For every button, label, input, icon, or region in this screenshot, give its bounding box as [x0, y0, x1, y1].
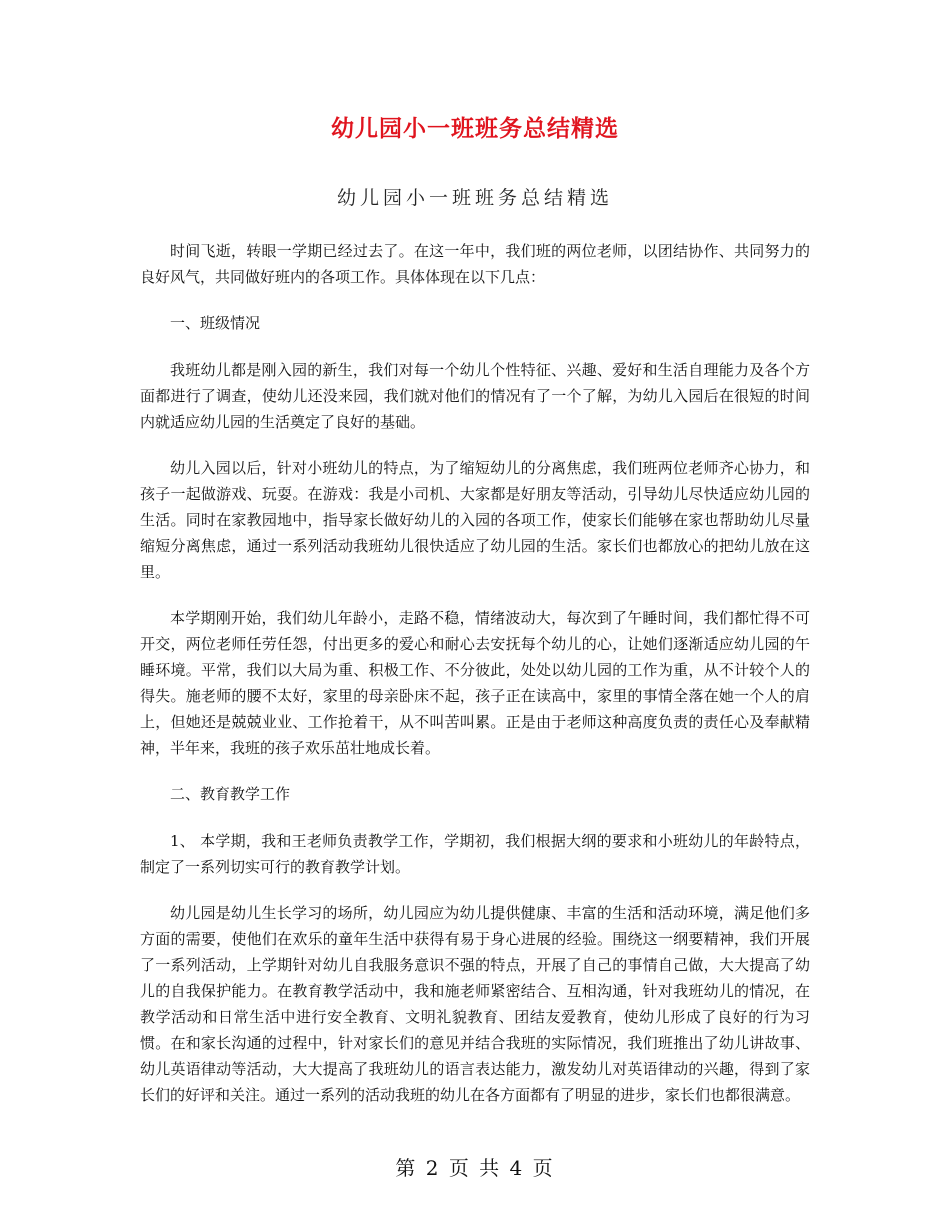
section-heading-teaching-work: 二、教育教学工作 — [170, 785, 291, 803]
document-body — [140, 238, 810, 1128]
intro-paragraph: 时间飞逝，转眼一学期已经过去了。在这一年中，我们班的两位老师，以团结协作、共同努力的良好风气，共同做好班内的各项工作。具体体现在以下几点： — [140, 242, 810, 286]
body-paragraph: 1、 本学期，我和王老师负责教学工作，学期初，我们根据大纲的要求和小班幼儿的年龄特点，制定了一系列切实可行的教育教学计划。 — [140, 832, 810, 876]
document-subtitle: 幼儿园小一班班务总结精选 — [336, 187, 613, 209]
section-heading-class-situation: 一、班级情况 — [170, 314, 261, 332]
body-paragraph: 本学期刚开始，我们幼儿年龄小，走路不稳，情绪波动大，每次到了午睡时间，我们都忙得不可开交，两位老师任劳任怨，付出更多的爱心和耐心去安抚每个幼儿的心，让她们逐渐适应幼儿园的午睡环境。平常，我们以大局为重、积极工作、不分彼此，处处以幼儿园的工作为重，从不计较个人的得失。施老师的腰不太好，家里的母亲卧床不起，孩子正在读高中，家里的事情全落在她一个人的肩上，但她还是兢兢业业、工作抢着干，从不叫苦叫累。正是由于老师这种高度负责的责任心及奉献精神，半年来，我班的孩子欢乐茁壮地成长着。 — [140, 609, 810, 757]
body-paragraph: 幼儿入园以后，针对小班幼儿的特点，为了缩短幼儿的分离焦虑，我们班两位老师齐心协力，和孩子一起做游戏、玩耍。在游戏：我是小司机、大家都是好朋友等活动，引导幼儿尽快适应幼儿园的生活。同时在家教园地中，指导家长做好幼儿的入园的各项工作，使家长们能够在家也帮助幼儿尽量缩短分离焦虑，通过一系列活动我班幼儿很快适应了幼儿园的生活。家长们也都放心的把幼儿放在这里。 — [140, 459, 810, 581]
page-number-footer: 第 2 页 共 4 页 — [395, 1156, 555, 1180]
document-title: 幼儿园小一班班务总结精选 — [331, 116, 619, 142]
body-paragraph: 幼儿园是幼儿生长学习的场所，幼儿园应为幼儿提供健康、丰富的生活和活动环境，满足他们多方面的需要，使他们在欢乐的童年生活中获得有易于身心进展的经验。围绕这一纲要精神，我们开展了一系列活动，上学期针对幼儿自我服务意识不强的特点，开展了自己的事情自己做，大大提高了幼儿的自我保护能力。在教育教学活动中，我和施老师紧密结合、互相沟通，针对我班幼儿的情况，在教学活动和日常生活中进行安全教育、文明礼貌教育、团结友爱教育，使幼儿形成了良好的行为习惯。在和家长沟通的过程中，针对家长们的意见并结合我班的实际情况，我们班推出了幼儿讲故事、幼儿英语律动等活动，大大提高了我班幼儿的语言表达能力，激发幼儿对英语律动的兴趣，得到了家长们的好评和关注。通过一系列的活动我班的幼儿在各方面都有了明显的进步，家长们也都很满意。 — [140, 904, 810, 1104]
body-paragraph: 我班幼儿都是刚入园的新生，我们对每一个幼儿个性特征、兴趣、爱好和生活自理能力及各个方面都进行了调查，使幼儿还没来园，我们就对他们的情况有了一个了解，为幼儿入园后在很短的时间内就适应幼儿园的生活奠定了良好的基础。 — [140, 361, 810, 431]
